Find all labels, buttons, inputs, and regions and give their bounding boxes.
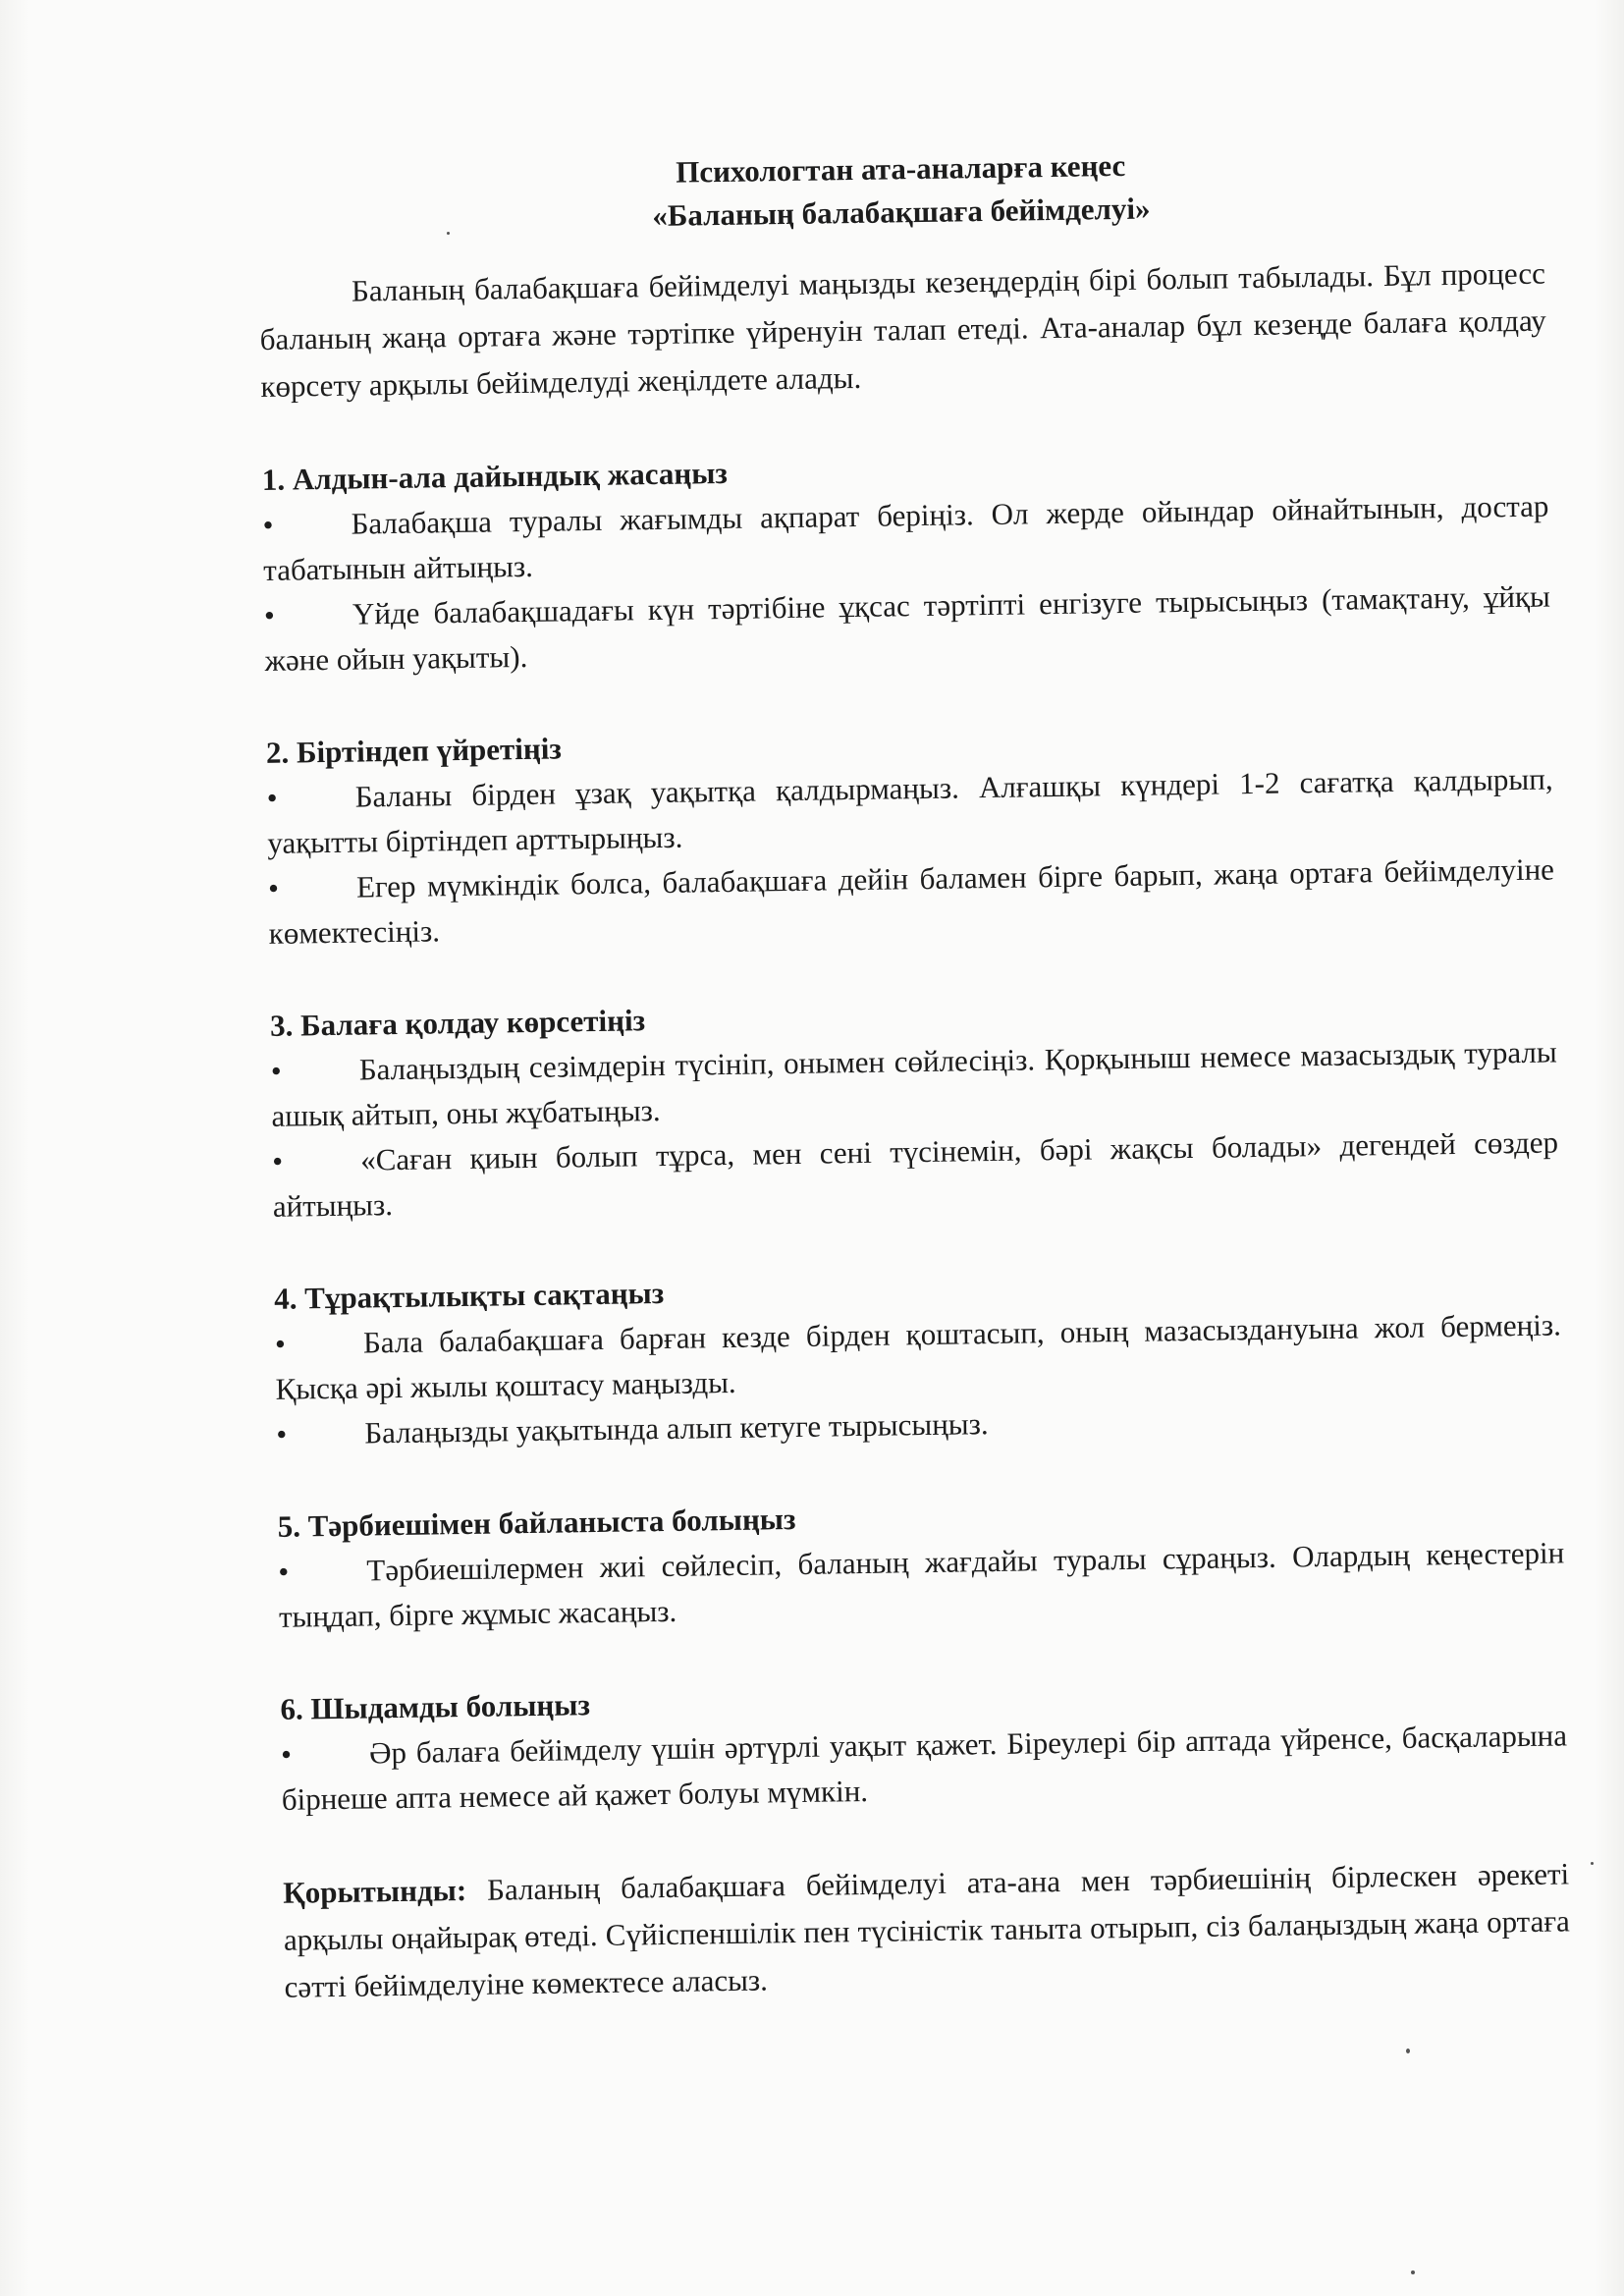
conclusion-paragraph xyxy=(283,1850,1571,2010)
section-5 xyxy=(277,1485,1565,1639)
bullet-item xyxy=(281,1713,1568,1822)
bullet-item xyxy=(268,847,1555,956)
bullet-text: Баланы бірден ұзақ уақытқа қалдырмаңыз. Алғашқы күндері 1-2 сағатқа қалдырып, уақытты біртіндеп арттырыңыз. xyxy=(267,761,1553,860)
bullet-text: Тәрбиешілермен жиі сөйлесіп, баланың жағдайы туралы сұраңыз. Олардың кеңестерін тыңдап, бірге жұмыс жасаңыз. xyxy=(278,1535,1565,1634)
section-1 xyxy=(262,439,1551,683)
scan-speck xyxy=(1411,2270,1415,2274)
bullet-icon: • xyxy=(280,1736,293,1772)
bullet-icon: • xyxy=(270,1053,282,1088)
bullet-text: Үйде балабақшадағы күн тәртібіне ұқсас тәртіпті енгізуге тырысыңыз (тамақтану, ұйқы және ойын уақыты). xyxy=(264,578,1551,678)
bullet-text: Балаңыздың сезімдерін түсініп, онымен сөйлесіңіз. Қорқыныш немесе мазасыздық туралы ашық айтып, оны жұбатыңыз. xyxy=(271,1034,1557,1133)
intro-paragraph: Баланың балабақшаға бейімделуі маңызды кезеңдердің бірі болып табылады. Бұл процесс баланың жаңа ортаға және тәртіпке үйренуін талап етеді. Ата-аналар бұл кезеңде балаға қолдау көрсету арқылы бейімделуді жеңілдете алады. xyxy=(259,255,1546,404)
document-title-line2: «Баланың балабақшаға бейімделуі» xyxy=(652,191,1151,234)
scan-speck xyxy=(1406,2049,1410,2053)
bullet-icon: • xyxy=(276,1416,288,1451)
bullet-text: Әр балаға бейімделу үшін әртүрлі уақыт қажет. Біреулері бір аптада үйренсе, басқаларына бірнеше апта немесе ай қажет болуы мүмкін. xyxy=(281,1718,1568,1817)
document-body xyxy=(257,138,1571,2011)
conclusion-label: Қорытынды: xyxy=(282,1873,467,1910)
section-4 xyxy=(274,1257,1563,1456)
section-heading: 6. Шыдамды болыңыз xyxy=(280,1687,591,1726)
bullet-icon: • xyxy=(263,597,276,632)
conclusion-text: Баланың балабақшаға бейімделуі ата-ана мен тәрбиешінің бірлескен әрекеті арқылы оңайырақ өтеді. Сүйіспеншілік пен түсіністік таныта отырып, сіз балаңыздың жаңа ортаға сәтті бейімделуіне көмектесе аласыз. xyxy=(283,1856,1571,2004)
section-heading: 4. Тұрақтылықты сақтаңыз xyxy=(273,1275,665,1316)
bullet-text: Балаңызды уақытында алып кетуге тырысыңыз. xyxy=(364,1406,989,1450)
section-heading: 3. Балаға қолдау көрсетіңіз xyxy=(269,1003,646,1043)
bullet-icon: • xyxy=(278,1554,290,1589)
bullet-icon: • xyxy=(271,1143,284,1178)
bullet-text: Балабақша туралы жағымды ақпарат беріңіз. Ол жерде ойындар ойнайтынын, достар табатынын айтыңыз. xyxy=(262,488,1549,587)
bullet-item xyxy=(264,574,1551,683)
section-heading: 1. Алдын-ала дайындық жасаңыз xyxy=(261,455,729,497)
bullet-icon: • xyxy=(262,507,274,542)
sections-container xyxy=(262,439,1568,1823)
document-title-line1: Психологтан ата-аналарға кеңес xyxy=(675,147,1126,190)
bullet-text: Бала балабақшаға барған кезде бірден қоштасып, оның мазасыздануына жол бермеңіз. Қысқа әрі жылы қоштасу маңызды. xyxy=(275,1307,1562,1406)
scan-speck xyxy=(1591,1862,1594,1865)
bullet-item xyxy=(278,1530,1565,1639)
bullet-text: «Саған қиын болып тұрса, мен сені түсінемін, бәрі жақсы болады» дегендей сөздер айтыңыз. xyxy=(272,1124,1559,1224)
section-6 xyxy=(280,1667,1568,1822)
section-2 xyxy=(266,712,1555,957)
scan-speck xyxy=(447,232,450,235)
bullet-icon: • xyxy=(266,780,278,815)
section-heading: 2. Біртіндеп үйретіңіз xyxy=(265,731,563,770)
bullet-text: Егер мүмкіндік болса, балабақшаға дейін баламен бірге барып, жаңа ортаға бейімделуіне көмектесіңіз. xyxy=(268,851,1555,951)
bullet-item xyxy=(272,1120,1559,1229)
bullet-icon: • xyxy=(267,870,280,905)
section-3 xyxy=(270,984,1559,1229)
section-heading: 5. Тәрбиешімен байланыста болыңыз xyxy=(277,1502,796,1544)
bullet-icon: • xyxy=(274,1326,287,1361)
